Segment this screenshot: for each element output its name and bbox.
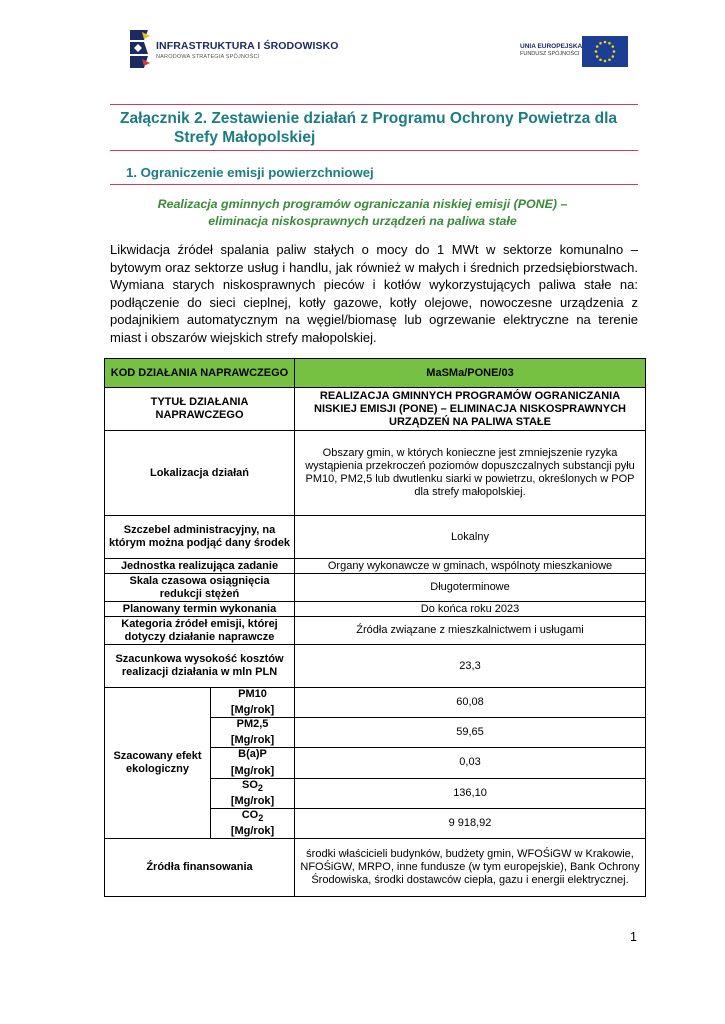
effect-value: 0,03 <box>295 748 646 778</box>
pollutant-unit: [Mg/rok] <box>230 704 275 717</box>
row-value: Źródła związane z mieszkalnictwem i usługami <box>295 617 646 645</box>
table-row <box>105 431 646 516</box>
row-value: Do końca roku 2023 <box>295 602 646 617</box>
effect-value: 59,65 <box>295 718 646 748</box>
row-label: Jednostka realizująca zadanie <box>105 559 295 574</box>
action-table <box>104 358 646 897</box>
row-value: Obszary gmin, w których konieczne jest zmniejszenie ryzyka wystąpienia przekroczeń poziomów dopuszczalnych substancji pyłu PM10, PM2,5 lub dwutlenku siarki w powietrzu, określonych w POP dla strefy małopolskiej. <box>295 431 646 516</box>
pollutant-name: B(a)P <box>238 748 267 761</box>
page-number: 1 <box>630 930 637 944</box>
effect-pollutant <box>211 718 295 748</box>
page-title-line1: Załącznik 2. Zestawienie działań z Programu Ochrony Powietrza dla <box>120 110 618 127</box>
pollutant-name: PM2,5 <box>236 718 269 731</box>
divider <box>110 184 638 185</box>
effect-pollutant <box>211 778 295 808</box>
funding-value: środki właścicieli budynków, budżety gmin, WFOŚiGW w Krakowie, NFOŚiGW, MRPO, inne fundusze (w tym europejskie), Bank Ochrony Środowiska, środki dostawców ciepła, gazu i energii elektrycznej. <box>295 838 646 896</box>
row-label: Planowany termin wykonania <box>105 602 295 617</box>
pollutant-unit: [Mg/rok] <box>230 734 275 747</box>
measure-subtitle-line2: eliminacja niskosprawnych urządzeń na paliwa stałe <box>208 213 517 228</box>
effect-pollutant <box>211 688 295 718</box>
code-label: KOD DZIAŁANIA NAPRAWCZEGO <box>105 359 295 388</box>
table-row <box>105 388 646 431</box>
left-logo-subtitle: NARODOWA STRATEGIA SPÓJNOŚCI <box>156 54 260 60</box>
funding-label: Źródła finansowania <box>105 838 295 896</box>
table-row <box>105 838 646 896</box>
section-heading: 1. Ograniczenie emisji powierzchniowej <box>126 165 374 180</box>
left-logo-title: INFRASTRUKTURA I ŚRODOWISKO <box>156 40 339 52</box>
row-label: Lokalizacja działań <box>105 431 295 516</box>
row-value: 23,3 <box>295 645 646 688</box>
pollutant-unit: [Mg/rok] <box>230 824 275 837</box>
effect-pollutant <box>211 808 295 838</box>
row-label: TYTUŁ DZIAŁANIA NAPRAWCZEGO <box>105 388 295 431</box>
infrastruktura-flag-icon <box>128 30 152 68</box>
table-row <box>105 359 646 388</box>
page-title <box>120 109 640 147</box>
measure-subtitle-line1: Realizacja gminnych programów ograniczania niskiej emisji (PONE) – <box>157 197 568 211</box>
effect-value: 9 918,92 <box>295 808 646 838</box>
measure-subtitle <box>110 196 615 229</box>
description-paragraph: Likwidacja źródeł spalania paliw stałych o mocy do 1 MWt w sektorze komunalno – bytowym oraz sektorze usług i handlu, jak również w małych i średnich przedsiębiorstwach. Wymiana starych niskosprawnych pieców i kotłów wykorzystujących paliwa stałe na: podłączenie do sieci cieplnej, kotły gazowe, kotły olejowe, nowoczesne urządzenia z podajnikiem automatycznym na węgiel/biomasę lub ogrzewanie elektryczne na terenie miast i obszarów wiejskich strefy małopolskiej. <box>110 242 638 345</box>
pollutant-sub: 2 <box>257 782 263 793</box>
right-logo-subtitle: FUNDUSZ SPÓJNOŚCI <box>520 51 580 57</box>
row-label: Szacunkowa wysokość kosztów realizacji działania w mln PLN <box>105 645 295 688</box>
table-row <box>105 617 646 645</box>
divider <box>110 104 638 105</box>
page-title-line2: Strefy Małopolskiej <box>174 129 316 146</box>
eu-logo <box>520 38 628 68</box>
table-row <box>105 688 646 718</box>
pollutant-name: PM10 <box>238 688 267 700</box>
row-value: Długoterminowe <box>295 574 646 602</box>
code-value: MaSMa/PONE/03 <box>295 359 646 388</box>
table-row <box>105 516 646 559</box>
row-value: Lokalny <box>295 516 646 559</box>
table-row <box>105 574 646 602</box>
effect-value: 60,08 <box>295 688 646 718</box>
pollutant-unit: [Mg/rok] <box>230 794 275 807</box>
infrastruktura-logo <box>128 30 339 70</box>
pollutant-name: CO <box>241 808 259 821</box>
pollutant-name: SO <box>242 778 258 791</box>
row-label: Szczebel administracyjny, na którym można podjąć dany środek <box>105 516 295 559</box>
row-value: Organy wykonawcze w gminach, wspólnoty mieszkaniowe <box>295 559 646 574</box>
eu-flag-icon <box>582 36 628 67</box>
table-row <box>105 602 646 617</box>
effect-label: Szacowany efekt ekologiczny <box>105 688 211 839</box>
right-logo-title: UNIA EUROPEJSKA <box>520 43 583 50</box>
table-row <box>105 645 646 688</box>
row-label: Skala czasowa osiągnięcia redukcji stężeń <box>105 574 295 602</box>
pollutant-unit: [Mg/rok] <box>230 764 275 777</box>
row-value: REALIZACJA GMINNYCH PROGRAMÓW OGRANICZANIA NISKIEJ EMISJI (PONE) – ELIMINACJA NISKOSPRAWNYCH URZĄDZEŃ NA PALIWA STAŁE <box>295 388 646 431</box>
pollutant-sub: 2 <box>258 812 264 823</box>
divider <box>110 150 638 151</box>
table-row <box>105 559 646 574</box>
effect-value: 136,10 <box>295 778 646 808</box>
row-label: Kategoria źródeł emisji, której dotyczy działanie naprawcze <box>105 617 295 645</box>
effect-pollutant <box>211 748 295 778</box>
